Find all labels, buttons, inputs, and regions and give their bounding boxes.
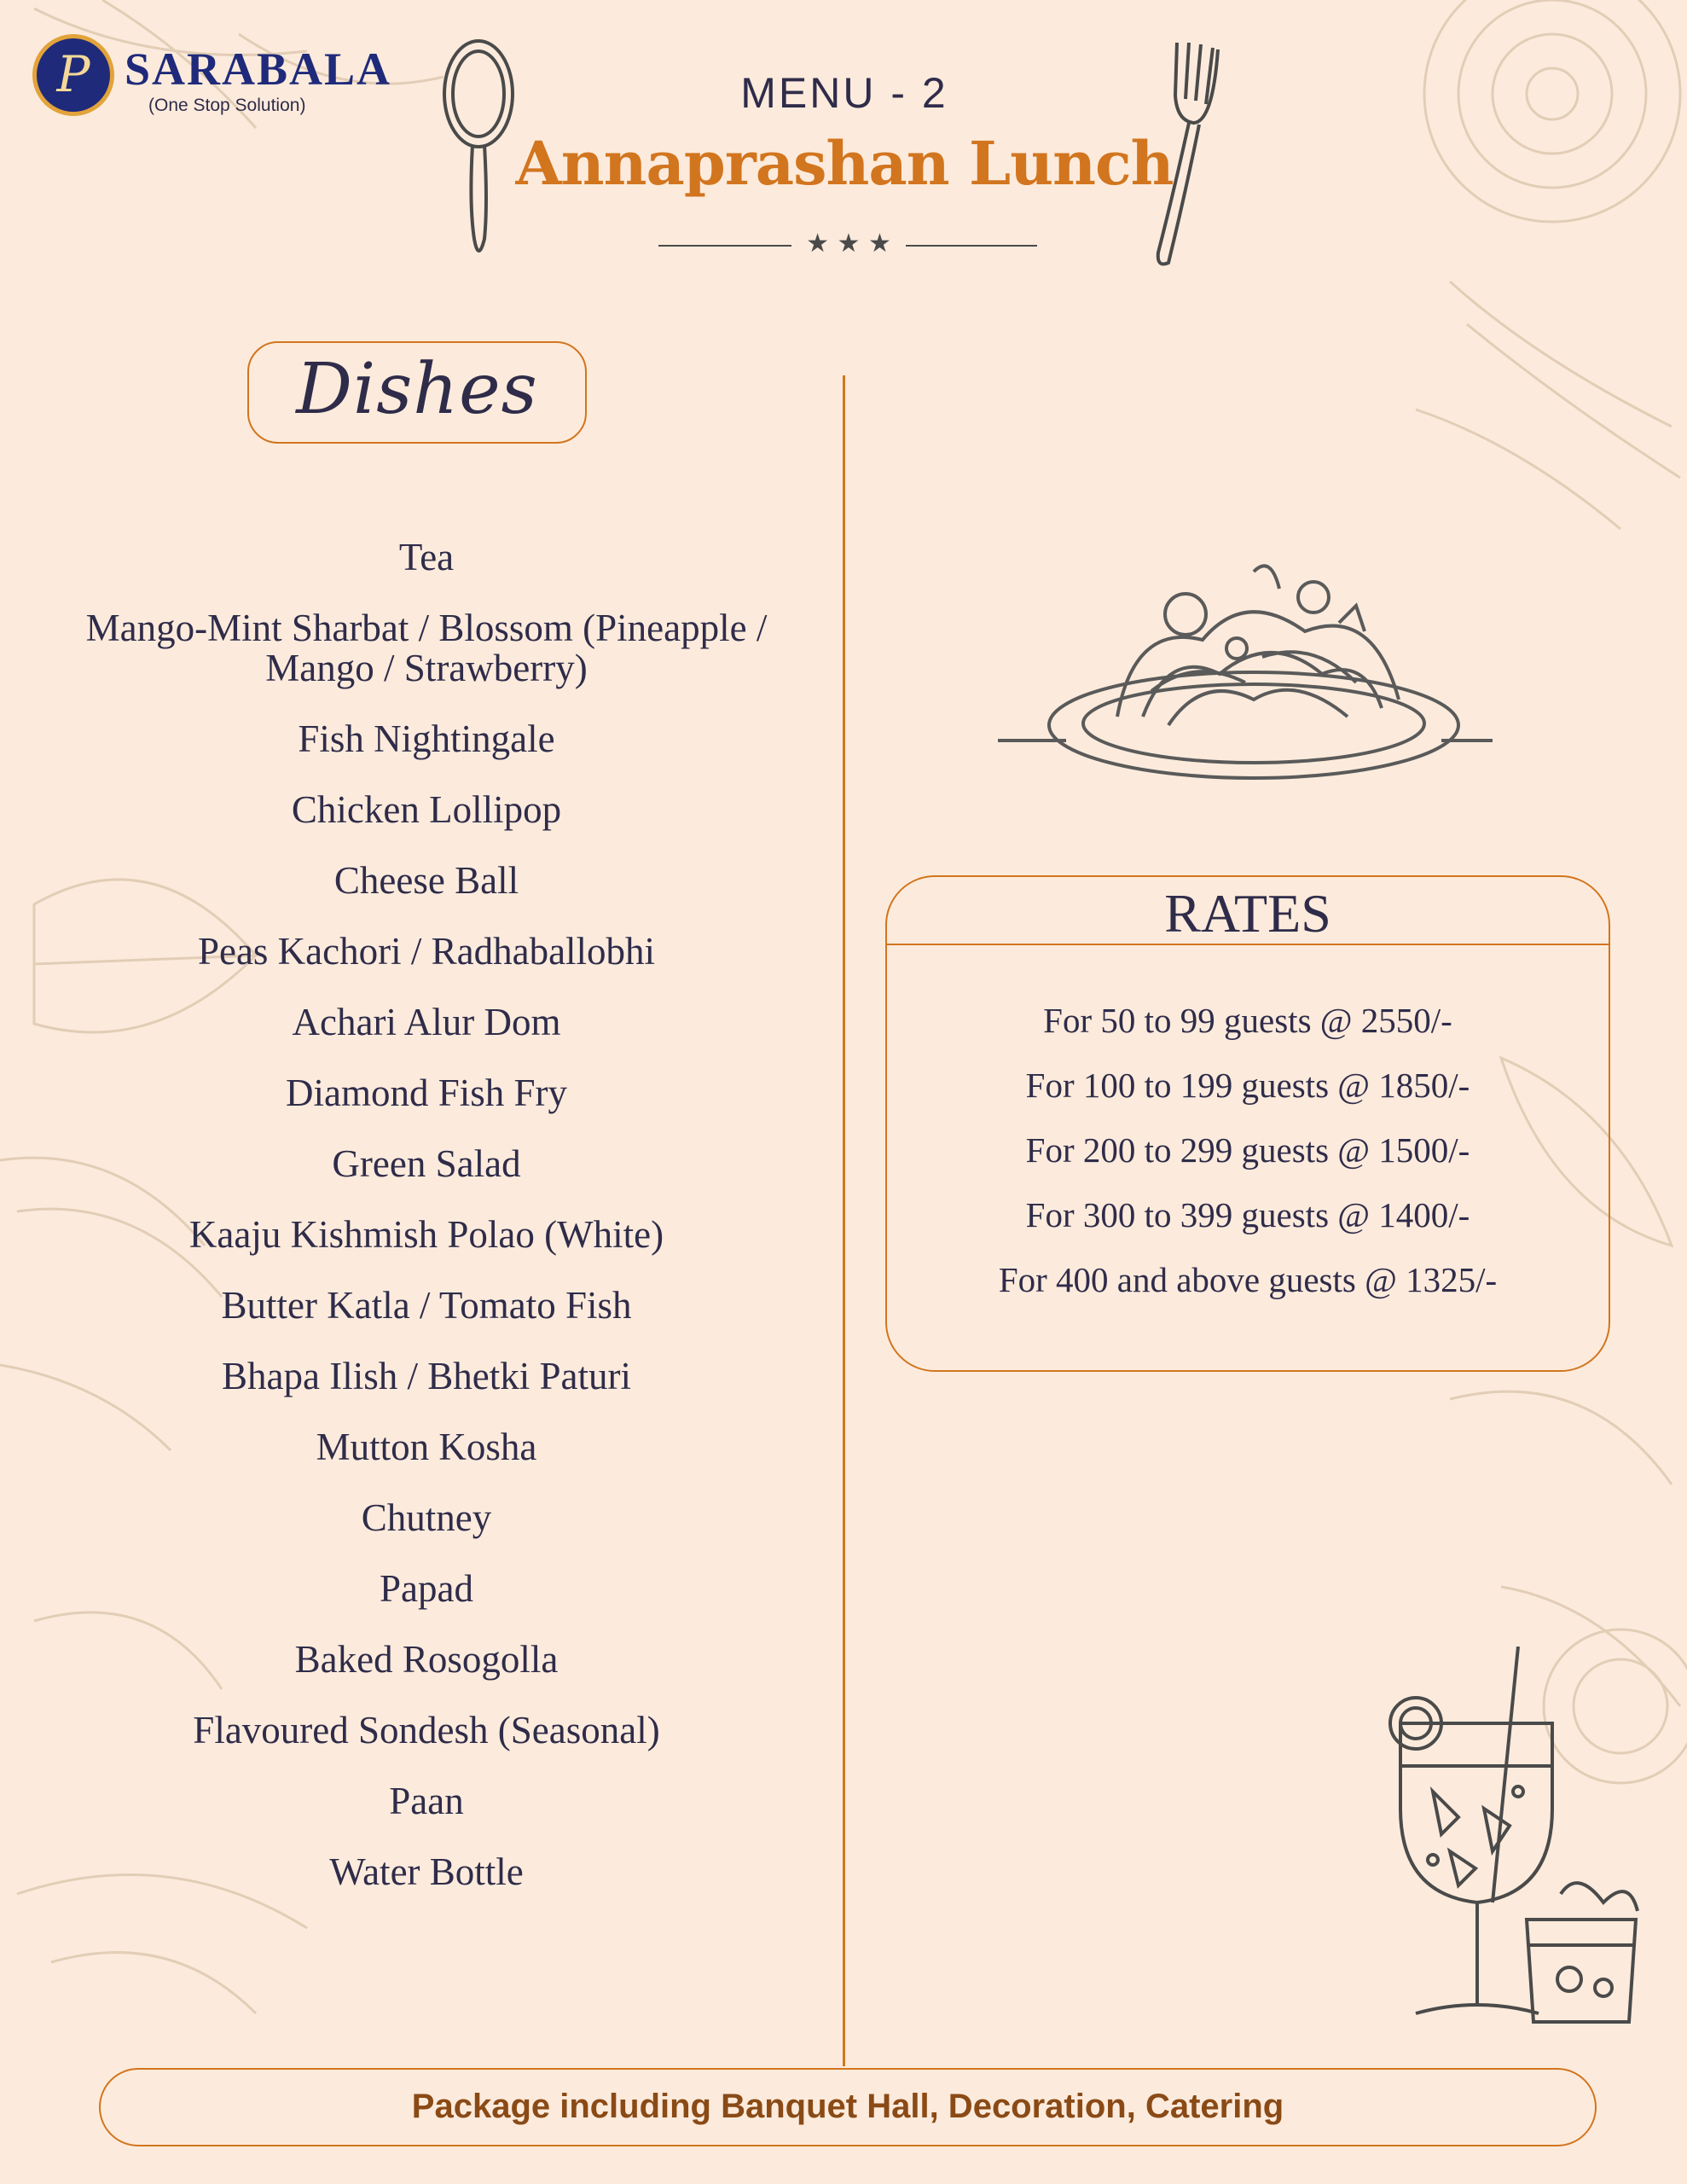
dish-item: Achari Alur Dom bbox=[292, 1001, 561, 1043]
rates-title: RATES bbox=[1164, 883, 1331, 944]
dish-item: Paan bbox=[389, 1780, 464, 1822]
dish-item: Kaaju Kishmish Polao (White) bbox=[188, 1213, 664, 1256]
column-divider bbox=[843, 375, 845, 2066]
rate-item: For 100 to 199 guests @ 1850/- bbox=[1025, 1066, 1470, 1105]
rate-item: For 400 and above guests @ 1325/- bbox=[998, 1260, 1498, 1299]
header-divider-right bbox=[906, 245, 1037, 247]
dish-list bbox=[43, 537, 810, 1923]
dish-item: Mango-Mint Sharbat / Blossom (Pineapple / Mango / Strawberry) bbox=[85, 607, 768, 689]
dish-item: Fish Nightingale bbox=[298, 717, 555, 760]
dish-item: Chutney bbox=[361, 1496, 492, 1539]
menu-title: Annaprashan Lunch bbox=[515, 128, 1174, 199]
dish-item: Chicken Lollipop bbox=[291, 788, 562, 831]
dish-item: Diamond Fish Fry bbox=[285, 1072, 568, 1114]
menu-label: MENU - 2 bbox=[740, 69, 948, 117]
rate-item: For 50 to 99 guests @ 2550/- bbox=[1043, 1001, 1452, 1040]
header-stars: ★ ★ ★ bbox=[806, 229, 891, 258]
logo-letter: P bbox=[56, 45, 90, 103]
dish-item: Bhapa Ilish / Bhetki Paturi bbox=[222, 1355, 631, 1397]
dish-item: Butter Katla / Tomato Fish bbox=[221, 1284, 632, 1327]
dish-item: Papad bbox=[380, 1567, 473, 1610]
dish-item: Baked Rosogolla bbox=[294, 1638, 559, 1681]
dish-item: Tea bbox=[398, 536, 455, 578]
footer-banner bbox=[99, 2068, 1597, 2146]
dish-item: Green Salad bbox=[332, 1142, 521, 1185]
header-divider-left bbox=[658, 245, 791, 247]
logo-badge bbox=[32, 34, 114, 116]
brand-name: SARABALA bbox=[125, 44, 392, 95]
dishes-heading: Dishes bbox=[296, 349, 538, 430]
dish-item: Mutton Kosha bbox=[316, 1426, 537, 1468]
dish-item: Flavoured Sondesh (Seasonal) bbox=[193, 1709, 660, 1751]
rate-item: For 300 to 399 guests @ 1400/- bbox=[1025, 1195, 1470, 1234]
dish-item: Peas Kachori / Radhaballobhi bbox=[197, 930, 656, 973]
dishes-heading-box bbox=[247, 341, 587, 444]
brand-tagline: (One Stop Solution) bbox=[148, 96, 306, 115]
rates-separator bbox=[887, 944, 1609, 945]
drinks-illustration bbox=[1382, 1647, 1646, 2039]
brand-logo[interactable] bbox=[32, 34, 399, 128]
dish-item: Cheese Ball bbox=[333, 859, 519, 902]
rate-list bbox=[887, 988, 1609, 1312]
rates-box bbox=[885, 875, 1610, 1372]
dish-item: Water Bottle bbox=[329, 1850, 524, 1893]
pasta-plate-illustration bbox=[998, 555, 1501, 793]
footer-text: Package including Banquet Hall, Decoration, Catering bbox=[411, 2088, 1284, 2125]
rate-item: For 200 to 299 guests @ 1500/- bbox=[1025, 1130, 1470, 1170]
